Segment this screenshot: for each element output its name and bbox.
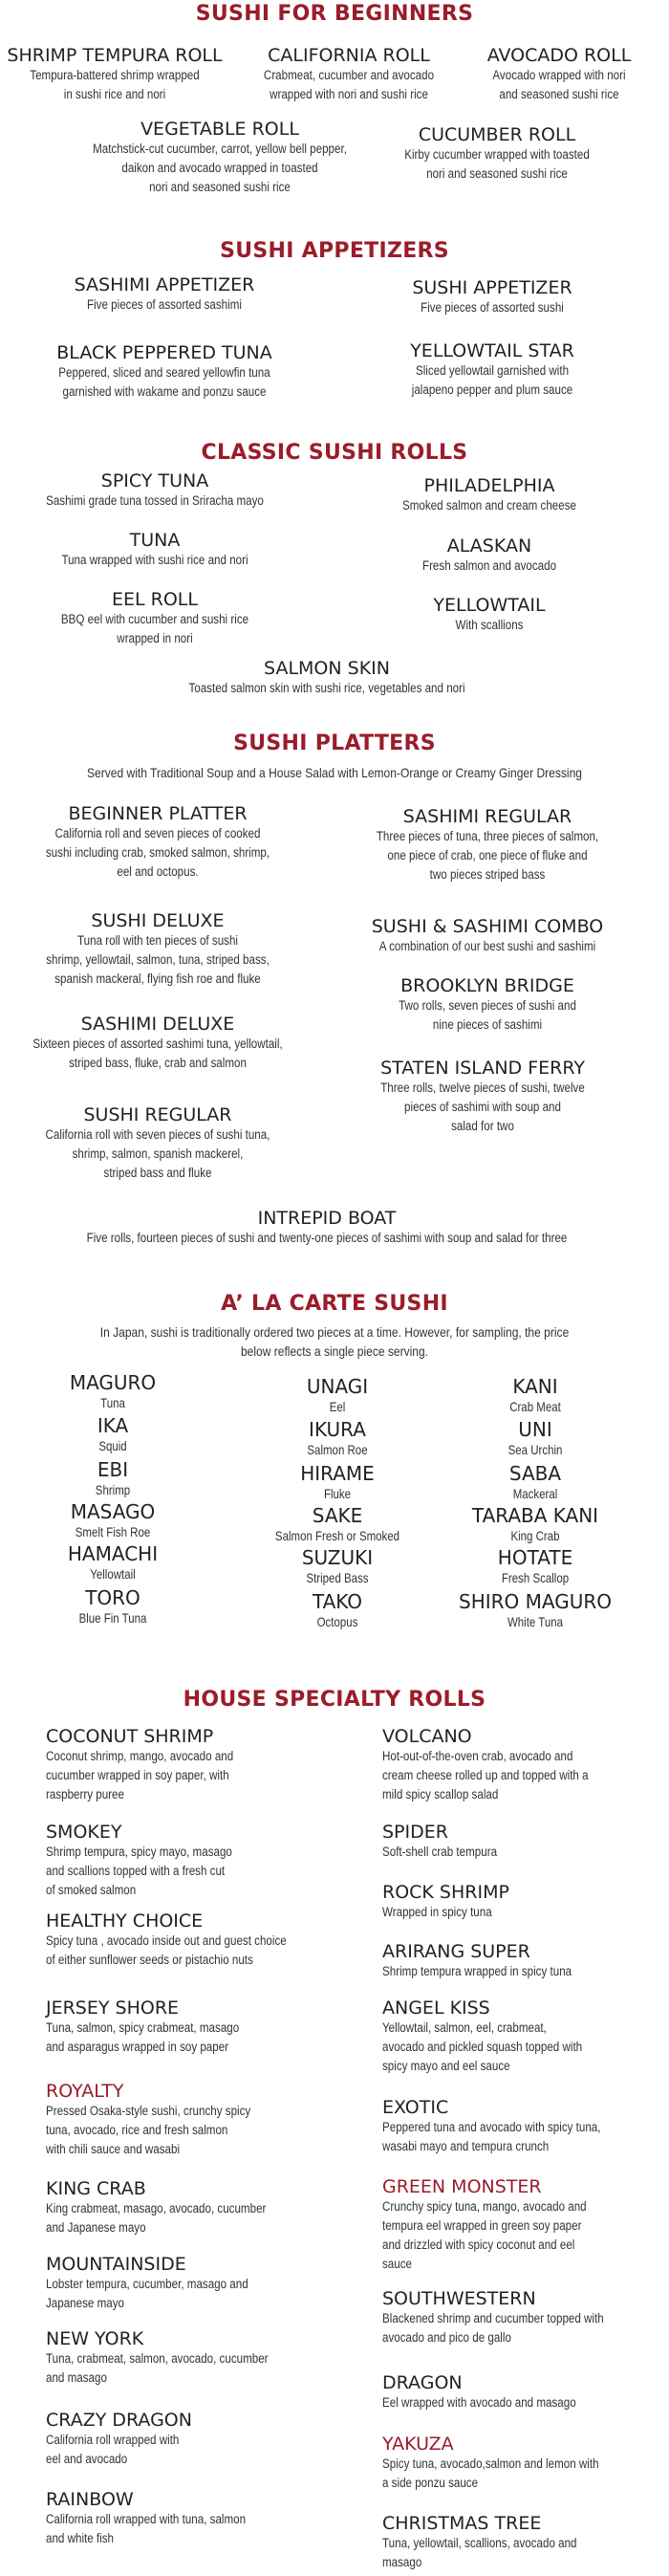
- menu-item: [0, 910, 320, 989]
- section-note: Served with Traditional Soup and a House Salad with Lemon-Orange or Creamy Ginger Dressing: [87, 765, 582, 780]
- item-name: TARABA KANI: [471, 1504, 599, 1527]
- item-description: and scallions topped with a fresh cut: [46, 1864, 226, 1878]
- item-name: ROCK SHRIMP: [382, 1882, 509, 1903]
- menu-item: [0, 1014, 320, 1073]
- section-title-alacarte: A’ LA CARTE SUSHI: [221, 1292, 448, 1316]
- item-description: Japanese mayo: [46, 2296, 124, 2310]
- item-description: Fluke: [323, 1486, 352, 1501]
- item-name: CRAZY DRAGON: [46, 2410, 192, 2431]
- item-description: striped bass and fluke: [103, 1166, 212, 1180]
- item-name: CUCUMBER ROLL: [418, 124, 576, 145]
- menu-item: [382, 2288, 669, 2347]
- item-description: Crab Meat: [509, 1399, 561, 1414]
- item-description: shrimp, yellowtail, salmon, tuna, striped bass,: [46, 952, 270, 967]
- item-description: Tuna, crabmeat, salmon, avocado, cucumber: [46, 2351, 269, 2366]
- item-name: SAKE: [312, 1504, 363, 1527]
- item-description: Kirby cucumber wrapped with toasted: [404, 147, 590, 162]
- item-name: HAMACHI: [67, 1542, 159, 1565]
- item-description: Fresh salmon and avocado: [421, 558, 557, 573]
- item-name: SUSHI & SASHIMI COMBO: [371, 916, 604, 937]
- item-description: California roll wrapped with tuna, salmon: [46, 2512, 247, 2526]
- item-description: and masago: [46, 2370, 107, 2385]
- menu-item: [46, 2081, 361, 2159]
- item-description: Matchstick-cut cucumber, carrot, yellow bell pepper,: [93, 142, 347, 156]
- item-description: and drizzled with spicy coconut and eel: [382, 2238, 575, 2252]
- menu-item: [382, 2176, 669, 2274]
- alacarte-item: [430, 1463, 640, 1503]
- item-name: BROOKLYN BRIDGE: [400, 975, 574, 996]
- menu-item: [0, 589, 317, 648]
- item-description: Sixteen pieces of assorted sashimi tuna, yellowtail,: [32, 1037, 283, 1051]
- item-description: Tuna roll with ten pieces of sushi: [76, 933, 238, 948]
- item-description: nori and seasoned sushi rice: [149, 180, 291, 194]
- item-name: TUNA: [129, 530, 181, 551]
- item-name: EBI: [97, 1458, 129, 1481]
- item-description: Squid: [98, 1438, 127, 1453]
- item-description: eel and avocado: [46, 2452, 128, 2466]
- item-name: CHRISTMAS TREE: [382, 2513, 542, 2534]
- menu-item: [325, 975, 650, 1035]
- section-title-beginners: SUSHI FOR BEGINNERS: [195, 2, 474, 26]
- item-description: cream cheese rolled up and topped with a: [382, 1768, 589, 1782]
- menu-item: [0, 1104, 320, 1183]
- item-name: SASHIMI DELUXE: [80, 1014, 235, 1035]
- item-description: mild spicy scallop salad: [382, 1787, 499, 1801]
- item-description: Tuna wrapped with sushi rice and nori: [61, 553, 248, 567]
- item-description: Crabmeat, cucumber and avocado: [263, 68, 435, 82]
- menu-item: [0, 470, 317, 511]
- menu-item: [46, 2489, 361, 2548]
- item-name: ALASKAN: [446, 535, 532, 557]
- item-name: GREEN MONSTER: [382, 2176, 542, 2197]
- item-description: Spicy tuna , avocado inside out and guest choice: [46, 1933, 287, 1948]
- item-description: of either sunflower seeds or pistachio nuts: [46, 1953, 253, 1967]
- alacarte-item: [8, 1501, 218, 1541]
- item-description: spicy mayo and eel sauce: [382, 2059, 510, 2073]
- alacarte-item: [232, 1505, 442, 1545]
- item-name: TORO: [85, 1586, 140, 1609]
- item-name: TAKO: [312, 1590, 363, 1613]
- menu-item: [46, 1822, 361, 1900]
- alacarte-item: [8, 1459, 218, 1499]
- alacarte-item: [232, 1547, 442, 1587]
- item-name: HEALTHY CHOICE: [46, 1910, 204, 1932]
- item-description: Tuna, yellowtail, scallions, avocado and: [382, 2536, 577, 2550]
- item-description: striped bass, fluke, crab and salmon: [69, 1056, 247, 1070]
- item-name: ANGEL KISS: [382, 1997, 490, 2019]
- item-name: SASHIMI APPETIZER: [74, 274, 255, 295]
- item-description: Lobster tempura, cucumber, masago and: [46, 2277, 248, 2291]
- alacarte-item: [8, 1543, 218, 1583]
- menu-item: [2, 1208, 652, 1248]
- alacarte-item: [430, 1591, 640, 1631]
- item-name: SUSHI APPETIZER: [412, 277, 572, 298]
- item-description: one piece of crab, one piece of fluke and: [387, 848, 588, 862]
- item-description: Toasted salmon skin with sushi rice, vegetables and nori: [188, 681, 465, 695]
- item-name: KING CRAB: [46, 2178, 146, 2199]
- item-description: Eel wrapped with avocado and masago: [382, 2395, 576, 2410]
- item-name: ARIRANG SUPER: [382, 1941, 530, 1962]
- menu-item: [46, 2178, 361, 2238]
- item-description: avocado and pico de gallo: [382, 2330, 511, 2345]
- item-description: Sea Urchin: [507, 1442, 563, 1457]
- menu-item: [382, 1941, 669, 1981]
- menu-item: [62, 119, 378, 197]
- item-description: spanish mackeral, flying fish roe and fluke: [54, 971, 261, 986]
- item-description: With scallions: [455, 618, 524, 632]
- item-name: SPIDER: [382, 1822, 448, 1843]
- item-description: Tempura-battered shrimp wrapped: [30, 68, 200, 82]
- item-name: SMOKEY: [46, 1822, 122, 1843]
- alacarte-item: [232, 1463, 442, 1503]
- section-note: below reflects a single piece serving.: [240, 1343, 429, 1359]
- item-name: SPICY TUNA: [100, 470, 209, 491]
- item-name: UNAGI: [306, 1375, 369, 1398]
- item-name: MOUNTAINSIDE: [46, 2254, 186, 2275]
- item-name: HOTATE: [497, 1546, 573, 1569]
- item-description: Shrimp tempura wrapped in spicy tuna: [382, 1964, 572, 1978]
- item-name: DRAGON: [382, 2372, 463, 2393]
- item-description: Yellowtail, salmon, eel, crabmeat,: [382, 2020, 547, 2035]
- item-description: tuna, avocado, rice and fresh salmon: [46, 2123, 228, 2137]
- item-description: of smoked salmon: [46, 1883, 137, 1897]
- item-description: daikon and avocado wrapped in toasted: [121, 161, 318, 175]
- item-description: Avocado wrapped with nori: [492, 68, 626, 82]
- item-description: Five pieces of assorted sushi: [421, 300, 564, 315]
- menu-item: [401, 45, 669, 104]
- item-name: STATEN ISLAND FERRY: [380, 1058, 585, 1079]
- item-name: SUSHI REGULAR: [83, 1104, 232, 1125]
- alacarte-item: [430, 1505, 640, 1545]
- item-name: YELLOWTAIL: [433, 595, 546, 616]
- section-title-classic: CLASSIC SUSHI ROLLS: [201, 441, 468, 465]
- item-description: and white fish: [46, 2531, 115, 2545]
- item-name: SHIRO MAGURO: [459, 1590, 612, 1613]
- menu-item: [325, 916, 650, 956]
- item-description: Sashimi grade tuna tossed in Sriracha mayo: [46, 493, 264, 508]
- menu-item: [0, 803, 320, 882]
- item-name: INTREPID BOAT: [257, 1208, 397, 1229]
- alacarte-item: [8, 1415, 218, 1455]
- item-description: and seasoned sushi rice: [499, 87, 619, 101]
- item-description: tempura eel wrapped in green soy paper: [382, 2218, 582, 2233]
- menu-item: [330, 277, 655, 317]
- item-description: King crabmeat, masago, avocado, cucumber: [46, 2201, 267, 2216]
- item-description: Striped Bass: [306, 1570, 369, 1585]
- item-description: Pressed Osaka-style sushi, crunchy spicy: [46, 2104, 251, 2118]
- alacarte-item: [8, 1587, 218, 1627]
- menu-item: [325, 806, 650, 884]
- item-name: EEL ROLL: [112, 589, 198, 610]
- item-description: two pieces striped bass: [429, 867, 546, 882]
- item-name: SASHIMI REGULAR: [402, 806, 572, 827]
- item-description: avocado and pickled squash topped with: [382, 2040, 583, 2054]
- menu-item: [327, 535, 652, 576]
- item-description: Spicy tuna, avocado,salmon and lemon with: [382, 2456, 599, 2471]
- alacarte-item: [232, 1591, 442, 1631]
- item-description: Yellowtail: [90, 1566, 136, 1582]
- menu-item: [382, 2372, 669, 2412]
- item-description: wasabi mayo and tempura crunch: [382, 2139, 550, 2153]
- item-name: KANI: [512, 1375, 558, 1398]
- item-description: King Crab: [510, 1528, 560, 1543]
- menu-item: [46, 2254, 361, 2313]
- item-description: Five rolls, fourteen pieces of sushi and twenty-one pieces of sashimi with soup and salad for three: [86, 1231, 568, 1245]
- item-description: Eel: [329, 1399, 346, 1414]
- menu-item: [46, 1997, 361, 2057]
- item-description: sauce: [382, 2257, 412, 2271]
- item-description: Blue Fin Tuna: [78, 1610, 147, 1626]
- item-description: Smoked salmon and cream cheese: [402, 498, 576, 513]
- item-description: Salmon Roe: [307, 1442, 368, 1457]
- item-description: raspberry puree: [46, 1787, 124, 1801]
- item-description: shrimp, salmon, spanish mackerel,: [72, 1146, 244, 1161]
- item-description: and asparagus wrapped in soy paper: [46, 2040, 229, 2054]
- item-description: Three rolls, twelve pieces of sushi, twelve: [380, 1081, 585, 1095]
- item-description: Shrimp: [95, 1482, 131, 1497]
- item-name: BLACK PEPPERED TUNA: [56, 342, 272, 363]
- item-name: JERSEY SHORE: [46, 1997, 180, 2019]
- menu-item: [2, 342, 327, 402]
- menu-item: [382, 2097, 669, 2156]
- item-description: in sushi rice and nori: [63, 87, 166, 101]
- item-description: California roll and seven pieces of cooked: [54, 826, 261, 840]
- section-title-platters: SUSHI PLATTERS: [233, 731, 436, 755]
- item-description: nine pieces of sashimi: [432, 1017, 543, 1032]
- menu-item: [382, 1882, 669, 1922]
- item-name: VOLCANO: [382, 1726, 472, 1747]
- item-name: CALIFORNIA ROLL: [268, 45, 430, 66]
- item-name: SHRIMP TEMPURA ROLL: [7, 45, 223, 66]
- item-name: SABA: [508, 1462, 562, 1485]
- item-description: Soft-shell crab tempura: [382, 1845, 498, 1859]
- menu-item: [327, 475, 652, 515]
- alacarte-item: [430, 1547, 640, 1587]
- menu-item: [382, 1822, 669, 1862]
- item-name: VEGETABLE ROLL: [140, 119, 299, 140]
- item-name: SUZUKI: [301, 1546, 374, 1569]
- item-description: Hot-out-of-the-oven crab, avocado and: [382, 1749, 573, 1763]
- item-description: garnished with wakame and ponzu sauce: [62, 384, 267, 399]
- item-description: Octopus: [316, 1614, 358, 1629]
- item-description: Two rolls, seven pieces of sushi and: [399, 998, 576, 1013]
- item-name: YAKUZA: [382, 2434, 454, 2455]
- item-name: PHILADELPHIA: [423, 475, 555, 496]
- item-description: wrapped in nori: [117, 631, 193, 645]
- item-name: COCONUT SHRIMP: [46, 1726, 214, 1747]
- item-description: Mackeral: [512, 1486, 558, 1501]
- item-name: EXOTIC: [382, 2097, 449, 2118]
- item-name: HIRAME: [300, 1462, 375, 1485]
- item-description: Three pieces of tuna, three pieces of salmon,: [376, 829, 599, 843]
- item-description: eel and octopus.: [117, 864, 199, 879]
- item-name: MASAGO: [70, 1500, 156, 1523]
- item-description: a side ponzu sauce: [382, 2476, 479, 2490]
- menu-item: [46, 1726, 361, 1804]
- item-description: Sliced yellowtail garnished with: [415, 363, 570, 378]
- item-description: BBQ eel with cucumber and sushi rice: [60, 612, 249, 626]
- item-name: BEGINNER PLATTER: [68, 803, 248, 824]
- item-name: UNI: [518, 1418, 552, 1441]
- item-description: Shrimp tempura, spicy mayo, masago: [46, 1845, 232, 1859]
- menu-item: [46, 2410, 361, 2469]
- item-name: AVOCADO ROLL: [486, 45, 632, 66]
- alacarte-item: [430, 1376, 640, 1416]
- item-description: A combination of our best sushi and sashimi: [378, 939, 596, 953]
- item-name: IKA: [97, 1414, 129, 1437]
- item-description: wrapped with nori and sushi rice: [270, 87, 428, 101]
- menu-item: [46, 1910, 361, 1970]
- item-description: sushi including crab, smoked salmon, shrimp,: [45, 845, 270, 860]
- menu-item: [382, 1997, 669, 2076]
- item-name: SUSHI DELUXE: [91, 910, 225, 931]
- menu-item: [46, 2328, 361, 2388]
- item-name: SALMON SKIN: [264, 658, 390, 679]
- item-description: jalapeno pepper and plum sauce: [411, 382, 573, 397]
- item-description: California roll wrapped with: [46, 2433, 180, 2447]
- item-description: Crunchy spicy tuna, mango, avocado and: [382, 2199, 587, 2214]
- menu-item: [2, 274, 327, 315]
- menu-item: [382, 2513, 669, 2572]
- alacarte-item: [430, 1419, 640, 1459]
- menu-item: [330, 340, 655, 400]
- item-description: Blackened shrimp and cucumber topped with: [382, 2311, 604, 2325]
- item-description: salad for two: [451, 1119, 514, 1133]
- item-description: pieces of sashimi with soup and: [404, 1100, 561, 1114]
- alacarte-item: [232, 1376, 442, 1416]
- menu-item: [327, 595, 652, 635]
- item-name: NEW YORK: [46, 2328, 144, 2349]
- menu-item: [320, 1058, 645, 1136]
- item-name: RAINBOW: [46, 2489, 134, 2510]
- menu-item: [339, 124, 655, 184]
- item-name: MAGURO: [69, 1371, 157, 1394]
- section-note: In Japan, sushi is traditionally ordered two pieces at a time. However, for sampling, the price: [99, 1324, 570, 1340]
- menu-item: [40, 658, 614, 698]
- item-description: Smelt Fish Roe: [75, 1524, 151, 1539]
- item-description: Tuna, salmon, spicy crabmeat, masago: [46, 2020, 240, 2035]
- menu-item: [382, 1726, 669, 1804]
- item-description: California roll with seven pieces of sushi tuna,: [45, 1127, 270, 1142]
- item-description: with chili sauce and wasabi: [46, 2142, 181, 2156]
- alacarte-item: [232, 1419, 442, 1459]
- item-description: Salmon Fresh or Smoked: [274, 1528, 400, 1543]
- item-description: Wrapped in spicy tuna: [382, 1905, 492, 1919]
- item-description: nori and seasoned sushi rice: [426, 166, 568, 181]
- section-title-appetizers: SUSHI APPETIZERS: [220, 239, 449, 263]
- item-description: Peppered, sliced and seared yellowfin tuna: [58, 365, 270, 380]
- item-description: White Tuna: [507, 1614, 564, 1629]
- section-title-specialty: HOUSE SPECIALTY ROLLS: [183, 1688, 486, 1712]
- item-description: and Japanese mayo: [46, 2220, 146, 2235]
- item-name: ROYALTY: [46, 2081, 124, 2102]
- item-description: cucumber wrapped in soy paper, with: [46, 1768, 229, 1782]
- item-description: Coconut shrimp, mango, avocado and: [46, 1749, 234, 1763]
- menu-item: [382, 2434, 669, 2493]
- item-name: YELLOWTAIL STAR: [410, 340, 574, 361]
- item-description: Fresh Scallop: [501, 1570, 570, 1585]
- item-description: masago: [382, 2555, 422, 2569]
- alacarte-item: [8, 1372, 218, 1412]
- item-description: Five pieces of assorted sashimi: [87, 297, 242, 312]
- item-name: SOUTHWESTERN: [382, 2288, 536, 2309]
- menu-item: [0, 530, 317, 570]
- item-name: IKURA: [309, 1418, 366, 1441]
- item-description: Tuna: [100, 1395, 125, 1410]
- item-description: Peppered tuna and avocado with spicy tuna,: [382, 2120, 601, 2134]
